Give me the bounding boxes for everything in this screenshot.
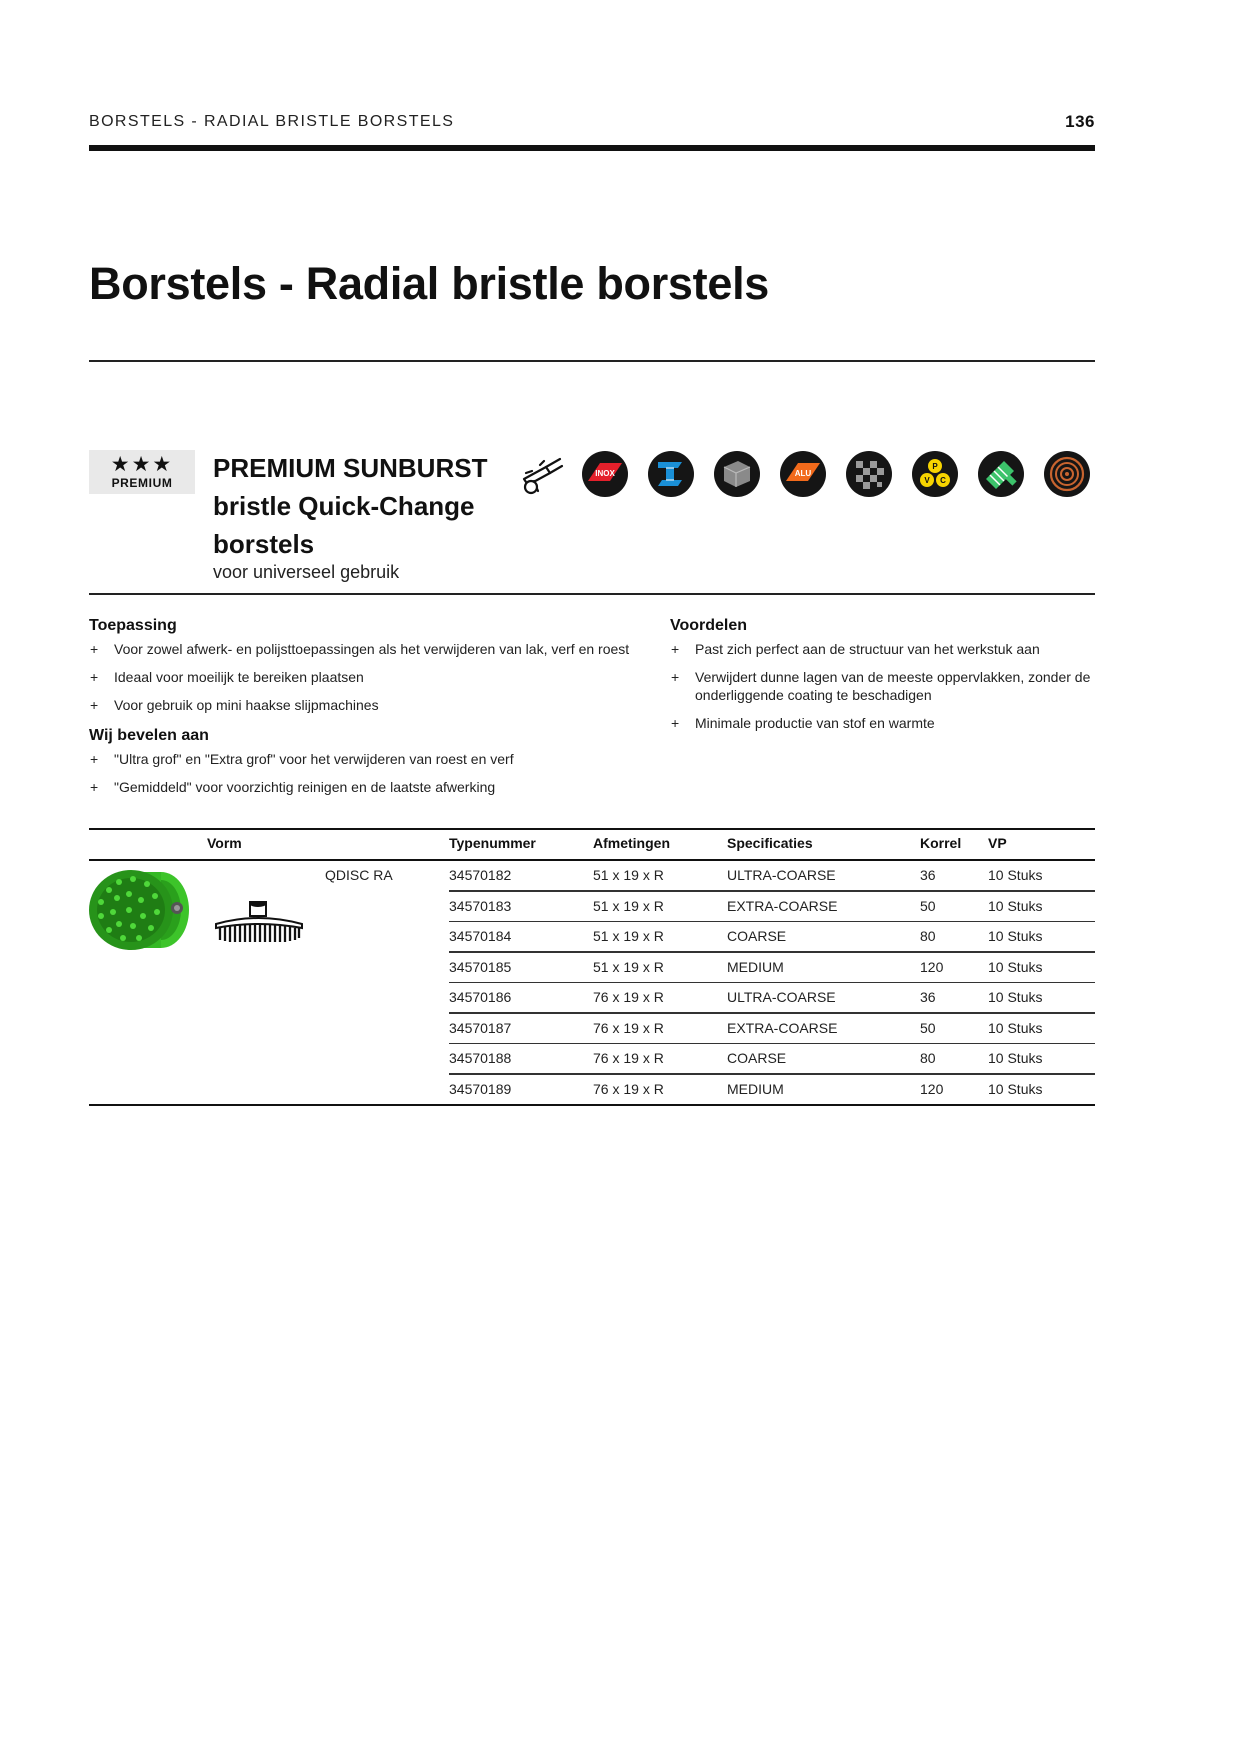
header-rule — [89, 145, 1095, 151]
table-cell-specificaties: COARSE — [727, 1050, 787, 1066]
table-cell-vp: 10 Stuks — [988, 928, 1043, 944]
paint-removal-icon — [976, 449, 1026, 499]
inox-icon — [580, 449, 630, 499]
table-cell-vp: 10 Stuks — [988, 897, 1043, 914]
table-row-divider — [449, 890, 1095, 892]
running-head: BORSTELS - RADIAL BRISTLE BORSTELS — [89, 113, 455, 130]
table-cell-vp: 10 Stuks — [988, 1050, 1043, 1066]
product-name-line: bristle Quick-Change — [213, 491, 475, 521]
column-header-korrel: Korrel — [920, 835, 962, 851]
table-cell-specificaties: COARSE — [727, 928, 787, 944]
column-header-typenummer: Typenummer — [449, 835, 536, 851]
section-title: Voordelen — [670, 617, 748, 634]
brush-product-photo — [89, 866, 199, 952]
table-row-divider — [449, 982, 1095, 984]
table-cell-typenummer: 34570188 — [449, 1050, 512, 1066]
section-toepassing — [89, 617, 669, 724]
premium-stars: ★★★ — [110, 453, 174, 476]
list-item: + Voor gebruik op mini haakse slijpmachines — [89, 696, 669, 714]
bullet-list — [89, 640, 669, 714]
table-cell-vp: 10 Stuks — [988, 867, 1043, 883]
cast-iron-icon — [712, 449, 762, 499]
composite-icon — [844, 449, 894, 499]
table-cell-typenummer: 34570187 — [449, 1019, 512, 1036]
table-cell-korrel: 36 — [920, 867, 936, 883]
brush-line-drawing — [212, 900, 307, 950]
pvc-icon — [910, 449, 960, 499]
list-item: + Past zich perfect aan de structuur van het werkstuk aan — [670, 640, 1095, 658]
table-cell-korrel: 120 — [920, 1080, 944, 1097]
bullet-list — [89, 750, 669, 796]
table-cell-typenummer: 34570189 — [449, 1080, 512, 1097]
product-rule — [89, 593, 1095, 595]
svg-text:P: P — [932, 462, 938, 471]
table-row-divider — [449, 951, 1095, 953]
column-header-specificaties: Specificaties — [727, 835, 813, 851]
angle-grinder-icon — [518, 449, 568, 499]
list-item: + Minimale productie van stof en warmte — [670, 714, 1095, 732]
column-header-vp: VP — [988, 835, 1007, 851]
list-item: + Ideaal voor moeilijk te bereiken plaatsen — [89, 668, 669, 686]
product-group-label: QDISC RA — [325, 867, 393, 883]
table-cell-korrel: 120 — [920, 958, 944, 975]
material-icons — [518, 449, 1096, 499]
section-title: Wij bevelen aan — [89, 727, 209, 744]
table-cell-afmetingen: 51 x 19 x R — [593, 867, 664, 883]
table-cell-vp: 10 Stuks — [988, 958, 1043, 975]
premium-label: PREMIUM — [111, 476, 173, 490]
table-cell-afmetingen: 51 x 19 x R — [593, 958, 664, 975]
table-row-divider — [449, 1012, 1095, 1014]
table-cell-afmetingen: 76 x 19 x R — [593, 1019, 664, 1036]
alu-label: ALU — [794, 469, 812, 478]
table-cell-specificaties: MEDIUM — [727, 958, 784, 975]
column-header-afmetingen: Afmetingen — [593, 835, 670, 851]
table-row-divider — [449, 921, 1095, 923]
list-item: + Voor zowel afwerk- en polijsttoepassingen als het verwijderen van lak, verf en roest — [89, 640, 669, 658]
page-title: Borstels - Radial bristle borstels — [89, 258, 770, 309]
product-name-line: borstels — [213, 529, 315, 559]
alu-icon — [778, 449, 828, 499]
table-row-divider — [449, 1043, 1095, 1045]
table-cell-specificaties: EXTRA-COARSE — [727, 897, 838, 914]
table-cell-typenummer: 34570184 — [449, 928, 512, 944]
title-rule — [89, 360, 1095, 362]
table-cell-korrel: 80 — [920, 928, 936, 944]
table-cell-typenummer: 34570182 — [449, 867, 512, 883]
product-subtitle: voor universeel gebruik — [213, 562, 400, 582]
table-row-divider — [449, 1073, 1095, 1075]
table-cell-typenummer: 34570186 — [449, 989, 512, 1005]
page-number: 136 — [1065, 112, 1095, 131]
table-cell-specificaties: ULTRA-COARSE — [727, 867, 836, 883]
list-item: + "Ultra grof" en "Extra grof" voor het verwijderen van roest en verf — [89, 750, 669, 768]
table-cell-specificaties: EXTRA-COARSE — [727, 1019, 838, 1036]
column-header-vorm: Vorm — [207, 835, 242, 851]
premium-badge — [89, 450, 195, 494]
list-item: + "Gemiddeld" voor voorzichtig reinigen en de laatste afwerking — [89, 778, 669, 796]
table-cell-korrel: 50 — [920, 897, 936, 914]
product-name-line: PREMIUM SUNBURST — [213, 453, 488, 483]
svg-text:V: V — [924, 476, 930, 485]
table-bottom-rule — [89, 1104, 1095, 1106]
table-cell-specificaties: ULTRA-COARSE — [727, 989, 836, 1005]
table-cell-afmetingen: 76 x 19 x R — [593, 1050, 664, 1066]
list-item: + Verwijdert dunne lagen van de meeste oppervlakken, zonder de onderliggende coating te beschadigen — [670, 668, 1095, 704]
table-cell-typenummer: 34570183 — [449, 897, 512, 914]
table-cell-korrel: 80 — [920, 1050, 936, 1066]
section-voordelen — [670, 617, 1095, 742]
table-cell-korrel: 36 — [920, 989, 936, 1005]
table-cell-vp: 10 Stuks — [988, 1080, 1043, 1097]
table-cell-vp: 10 Stuks — [988, 989, 1043, 1005]
steel-icon — [646, 449, 696, 499]
inox-label: INOX — [595, 469, 615, 478]
table-cell-afmetingen: 51 x 19 x R — [593, 928, 664, 944]
table-cell-afmetingen: 76 x 19 x R — [593, 1080, 664, 1097]
wood-icon — [1042, 449, 1092, 499]
table-cell-korrel: 50 — [920, 1019, 936, 1036]
table-cell-afmetingen: 51 x 19 x R — [593, 897, 664, 914]
table-cell-specificaties: MEDIUM — [727, 1080, 784, 1097]
table-cell-afmetingen: 76 x 19 x R — [593, 989, 664, 1005]
product-name — [213, 449, 503, 563]
table-header-rule — [89, 859, 1095, 861]
section-wij-bevelen-aan — [89, 727, 669, 806]
table-cell-typenummer: 34570185 — [449, 958, 512, 975]
section-title: Toepassing — [89, 617, 177, 634]
table-top-rule — [89, 828, 1095, 830]
svg-text:C: C — [940, 476, 946, 485]
table-cell-vp: 10 Stuks — [988, 1019, 1043, 1036]
bullet-list — [670, 640, 1095, 732]
